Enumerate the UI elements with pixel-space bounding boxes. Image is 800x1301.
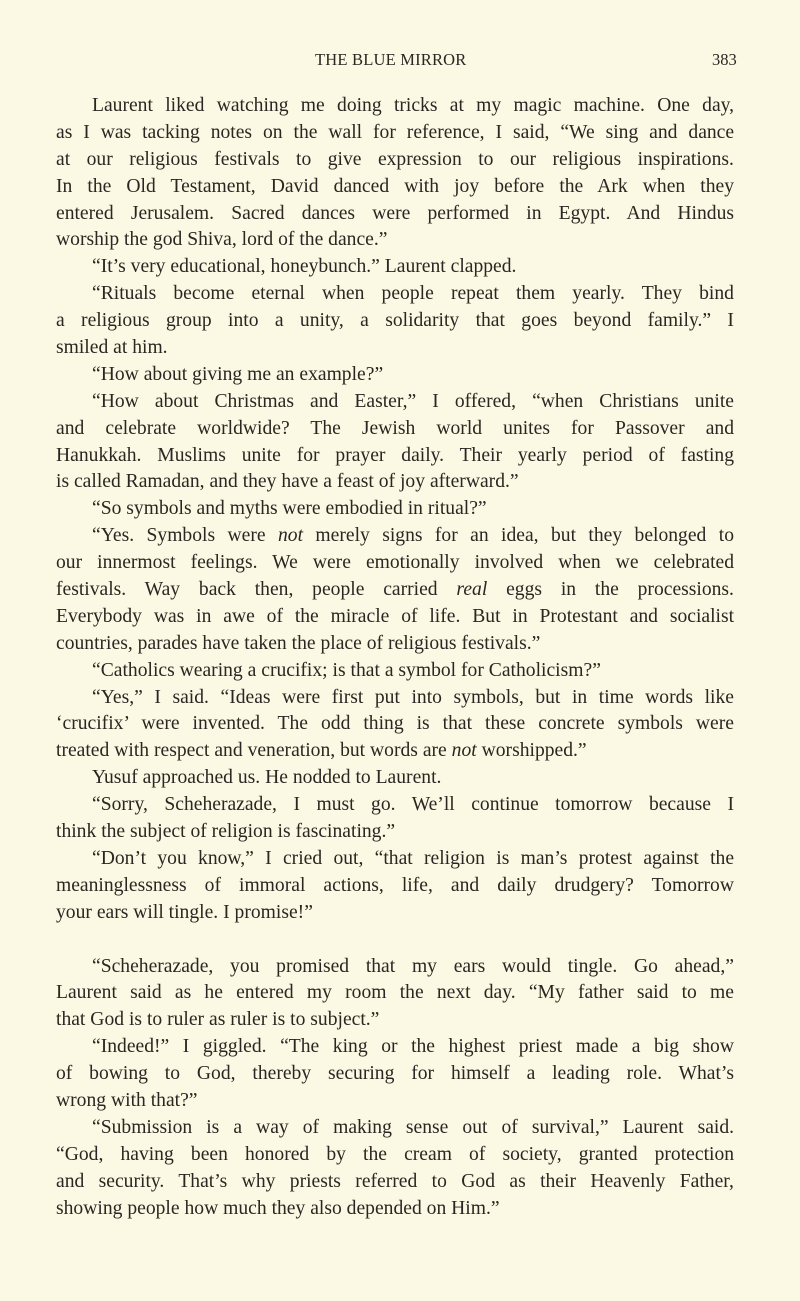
text-line: Everybody was in awe of the miracle of life. But in Protestant and socialist — [56, 605, 735, 627]
text-line: and security. That’s why priests referred to God as their Heavenly Father, — [56, 1170, 734, 1192]
text-line: “Catholics wearing a crucifix; is that a symbol for Catholicism?” — [92, 659, 601, 681]
paragraph — [56, 93, 734, 254]
text-line: meaninglessness of immoral actions, life, and daily drudgery? Tomorrow — [56, 874, 734, 896]
section-break — [56, 927, 734, 954]
text-line: that God is to ruler as ruler is to subject.” — [56, 1009, 380, 1031]
text-line: “How about Christmas and Easter,” I offered, “when Christians unite — [92, 390, 735, 412]
text-line: “Yes. Symbols were not merely signs for an idea, but they belonged to — [92, 525, 734, 547]
paragraph — [56, 389, 734, 497]
text-line: “So symbols and myths were embodied in ritual?” — [92, 498, 487, 520]
text-line: entered Jerusalem. Sacred dances were performed in Egypt. And Hindus — [56, 202, 735, 224]
text-line: a religious group into a unity, a solidarity that goes beyond family.” I — [56, 310, 734, 332]
text-line: Hanukkah. Muslims unite for prayer daily. Their yearly period of fasting — [56, 444, 734, 466]
paragraph — [56, 362, 734, 389]
running-title: THE BLUE MIRROR — [315, 50, 467, 69]
text-line: In the Old Testament, David danced with joy before the Ark when they — [56, 175, 735, 197]
text-line: “Indeed!” I giggled. “The king or the highest priest made a big show — [92, 1036, 734, 1058]
paragraph — [56, 254, 734, 281]
paragraph — [56, 792, 734, 846]
text-line: your ears will tingle. I promise!” — [56, 901, 313, 923]
text-line: worship the god Shiva, lord of the dance.” — [56, 229, 388, 251]
text-line: think the subject of religion is fascinating.” — [56, 821, 396, 843]
text-line: of bowing to God, thereby securing for himself a leading role. What’s — [56, 1063, 734, 1085]
paragraph — [56, 846, 734, 927]
paragraph — [56, 658, 734, 685]
text-line: “Sorry, Scheherazade, I must go. We’ll continue tomorrow because I — [92, 794, 734, 816]
paragraph — [56, 685, 734, 766]
text-line: “God, having been honored by the cream of society, granted protection — [56, 1143, 735, 1165]
paragraph — [56, 496, 734, 523]
text-line: and celebrate worldwide? The Jewish world unites for Passover and — [56, 417, 735, 439]
text-line: treated with respect and veneration, but words are not worshipped.” — [56, 740, 587, 762]
paragraph — [56, 1034, 734, 1115]
paragraph — [56, 281, 734, 362]
paragraph — [56, 1115, 734, 1223]
text-line: wrong with that?” — [56, 1089, 198, 1111]
text-line: as I was tacking notes on the wall for reference, I said, “We sing and dance — [56, 121, 735, 143]
running-header — [0, 50, 800, 74]
text-line: “Submission is a way of making sense out of survival,” Laurent said. — [92, 1116, 735, 1138]
paragraph — [56, 765, 734, 792]
text-line: at our religious festivals to give expression to our religious inspirations. — [56, 148, 734, 170]
text-line: “It’s very educational, honeybunch.” Laurent clapped. — [92, 256, 517, 278]
page-body — [56, 93, 734, 1222]
text-line: “Don’t you know,” I cried out, “that religion is man’s protest against the — [92, 847, 735, 869]
text-line: Yusuf approached us. He nodded to Laurent. — [92, 767, 442, 789]
page-number: 383 — [712, 50, 737, 69]
text-line: “Scheherazade, you promised that my ears would tingle. Go ahead,” — [92, 955, 734, 977]
text-line: our innermost feelings. We were emotionally involved when we celebrated — [56, 552, 735, 574]
paragraph — [56, 954, 734, 1035]
text-line: countries, parades have taken the place of religious festivals.” — [56, 632, 541, 654]
text-line: showing people how much they also depended on Him.” — [56, 1197, 500, 1219]
text-line: “Rituals become eternal when people repeat them yearly. They bind — [92, 283, 734, 305]
text-line: ‘crucifix’ were invented. The odd thing is that these concrete symbols were — [56, 713, 734, 735]
text-line: “Yes,” I said. “Ideas were first put into symbols, but in time words like — [92, 686, 734, 708]
text-line: smiled at him. — [56, 337, 168, 359]
text-line: Laurent liked watching me doing tricks at my magic machine. One day, — [92, 95, 735, 116]
text-line: Laurent said as he entered my room the next day. “My father said to me — [56, 982, 734, 1004]
text-line: festivals. Way back then, people carried real eggs in the processions. — [56, 579, 734, 601]
text-line: is called Ramadan, and they have a feast of joy afterward.” — [56, 471, 519, 493]
paragraph — [56, 523, 734, 657]
text-line: “How about giving me an example?” — [92, 363, 384, 385]
